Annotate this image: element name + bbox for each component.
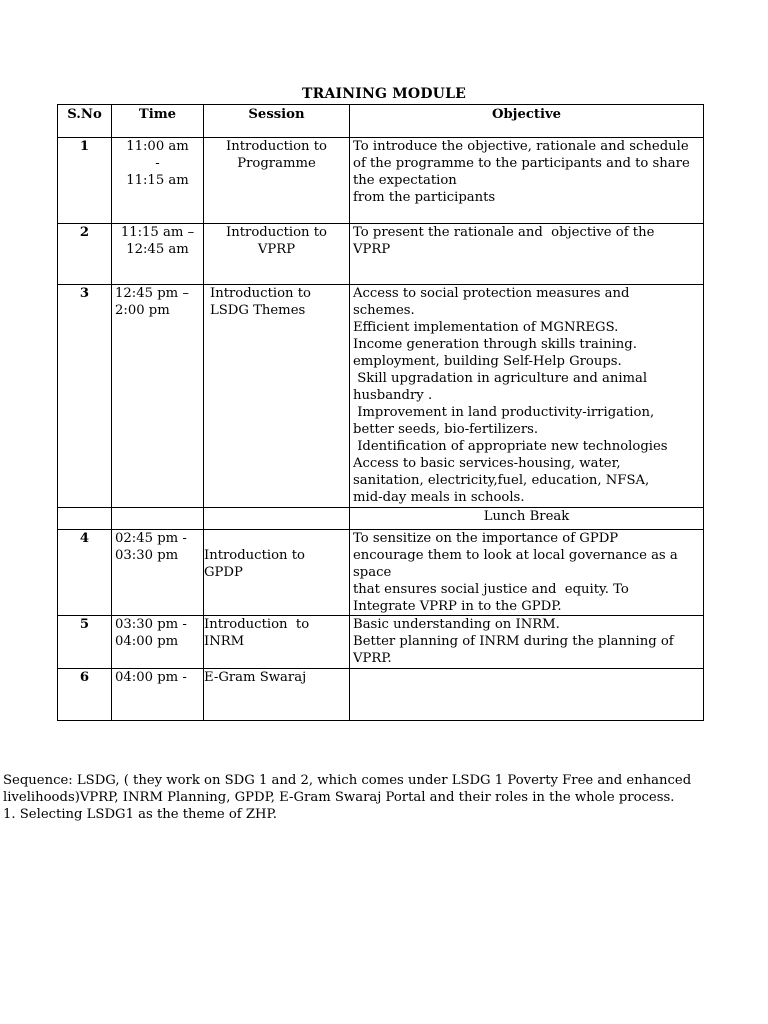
row-sno: 4 bbox=[58, 530, 112, 616]
objective-line: of the programme to the participants and to share bbox=[353, 156, 690, 171]
session-line: LSDG Themes bbox=[210, 303, 306, 318]
lunch-empty-cell bbox=[204, 508, 350, 530]
row-sno: 5 bbox=[58, 616, 112, 669]
session-line: VPRP bbox=[257, 242, 296, 257]
row-objective bbox=[350, 530, 704, 616]
header-objective: Objective bbox=[350, 105, 704, 138]
session-line: Introduction to bbox=[210, 286, 311, 301]
row-objective bbox=[350, 138, 704, 224]
row-session bbox=[204, 138, 350, 224]
session-line: Introduction to bbox=[204, 617, 310, 632]
table-row bbox=[58, 616, 704, 669]
row-time bbox=[112, 616, 204, 669]
objective-line: sanitation, electricity,fuel, education, NFSA, bbox=[353, 473, 650, 488]
session-line: Introduction to bbox=[204, 548, 305, 563]
objective-line: Access to basic services-housing, water, bbox=[353, 456, 621, 471]
time-line: 04:00 pm - bbox=[115, 670, 187, 685]
objective-line: VPRP. bbox=[353, 651, 392, 666]
table-row bbox=[58, 138, 704, 224]
time-line: - bbox=[155, 156, 160, 171]
row-time bbox=[112, 224, 204, 285]
objective-line: Improvement in land productivity-irrigation, bbox=[353, 405, 655, 420]
table-row bbox=[58, 285, 704, 508]
time-line: 03:30 pm - bbox=[115, 617, 187, 632]
objective-line: To present the rationale and objective of the bbox=[353, 225, 655, 240]
session-line: Introduction to bbox=[226, 139, 327, 154]
header-time: Time bbox=[112, 105, 204, 138]
training-schedule-table bbox=[57, 104, 704, 721]
objective-line: Skill upgradation in agriculture and animal bbox=[353, 371, 648, 386]
objective-line: Income generation through skills training. bbox=[353, 337, 637, 352]
lunch-empty-cell bbox=[112, 508, 204, 530]
header-session: Session bbox=[204, 105, 350, 138]
lunch-empty-cell bbox=[58, 508, 112, 530]
row-sno: 6 bbox=[58, 669, 112, 721]
footer-line: 1. Selecting LSDG1 as the theme of ZHP. bbox=[3, 807, 277, 822]
objective-line: Integrate VPRP in to the GPDP. bbox=[353, 599, 562, 614]
session-line: Introduction to bbox=[226, 225, 327, 240]
footer-line: livelihoods)VPRP, INRM Planning, GPDP, E-Gram Swaraj Portal and their roles in the whole process. bbox=[3, 790, 675, 805]
objective-line: husbandry . bbox=[353, 388, 433, 403]
table-row bbox=[58, 530, 704, 616]
time-line: 12:45 pm – bbox=[115, 286, 189, 301]
time-line: 04:00 pm bbox=[115, 634, 179, 649]
session-line bbox=[204, 530, 346, 547]
session-line: Programme bbox=[237, 156, 316, 171]
objective-line: from the participants bbox=[353, 190, 496, 205]
objective-line: Access to social protection measures and bbox=[353, 286, 630, 301]
row-session bbox=[204, 224, 350, 285]
row-objective bbox=[350, 669, 704, 721]
objective-line: Identification of appropriate new technologies bbox=[353, 439, 668, 454]
objective-line: Basic understanding on INRM. bbox=[353, 617, 560, 632]
time-line: 11:15 am bbox=[126, 173, 189, 188]
table-row bbox=[58, 669, 704, 721]
row-sno: 2 bbox=[58, 224, 112, 285]
objective-line: space bbox=[353, 565, 392, 580]
objective-line: mid-day meals in schools. bbox=[353, 490, 525, 505]
header-sno: S.No bbox=[58, 105, 112, 138]
time-line: 2:00 pm bbox=[115, 303, 170, 318]
footer-line: Sequence: LSDG, ( they work on SDG 1 and 2, which comes under LSDG 1 Poverty Free and enhanced bbox=[3, 773, 692, 788]
lunch-break-label: Lunch Break bbox=[350, 508, 704, 530]
row-session bbox=[204, 285, 350, 508]
row-session bbox=[204, 530, 350, 616]
row-time bbox=[112, 138, 204, 224]
objective-line: VPRP bbox=[353, 242, 391, 257]
objective-line: To introduce the objective, rationale and schedule bbox=[353, 139, 689, 154]
time-line: 02:45 pm - bbox=[115, 531, 187, 546]
objective-line: the expectation bbox=[353, 173, 457, 188]
row-objective bbox=[350, 224, 704, 285]
row-objective bbox=[350, 285, 704, 508]
document-title: TRAINING MODULE bbox=[302, 86, 466, 102]
objective-line: To sensitize on the importance of GPDP bbox=[353, 531, 619, 546]
row-sno: 3 bbox=[58, 285, 112, 508]
objective-line: better seeds, bio-fertilizers. bbox=[353, 422, 539, 437]
session-line: INRM bbox=[204, 634, 245, 649]
time-line: 11:15 am – bbox=[120, 225, 195, 240]
time-line: 03:30 pm bbox=[115, 548, 179, 563]
session-line: GPDP bbox=[204, 565, 243, 580]
objective-line: schemes. bbox=[353, 303, 415, 318]
session-line: E-Gram Swaraj bbox=[204, 670, 307, 685]
row-sno: 1 bbox=[58, 138, 112, 224]
table-row bbox=[58, 224, 704, 285]
lunch-row bbox=[58, 508, 704, 530]
row-time bbox=[112, 669, 204, 721]
row-time bbox=[112, 530, 204, 616]
sequence-note bbox=[3, 772, 703, 823]
time-line: 11:00 am bbox=[126, 139, 189, 154]
row-objective bbox=[350, 616, 704, 669]
objective-line: Better planning of INRM during the planning of bbox=[353, 634, 674, 649]
time-line: 12:45 am bbox=[126, 242, 189, 257]
row-session bbox=[204, 669, 350, 721]
objective-line: employment, building Self-Help Groups. bbox=[353, 354, 622, 369]
table-header-row bbox=[58, 105, 704, 138]
row-time bbox=[112, 285, 204, 508]
objective-line: that ensures social justice and equity. To bbox=[353, 582, 629, 597]
objective-line: encourage them to look at local governance as a bbox=[353, 548, 678, 563]
objective-line: Efficient implementation of MGNREGS. bbox=[353, 320, 619, 335]
row-session bbox=[204, 616, 350, 669]
